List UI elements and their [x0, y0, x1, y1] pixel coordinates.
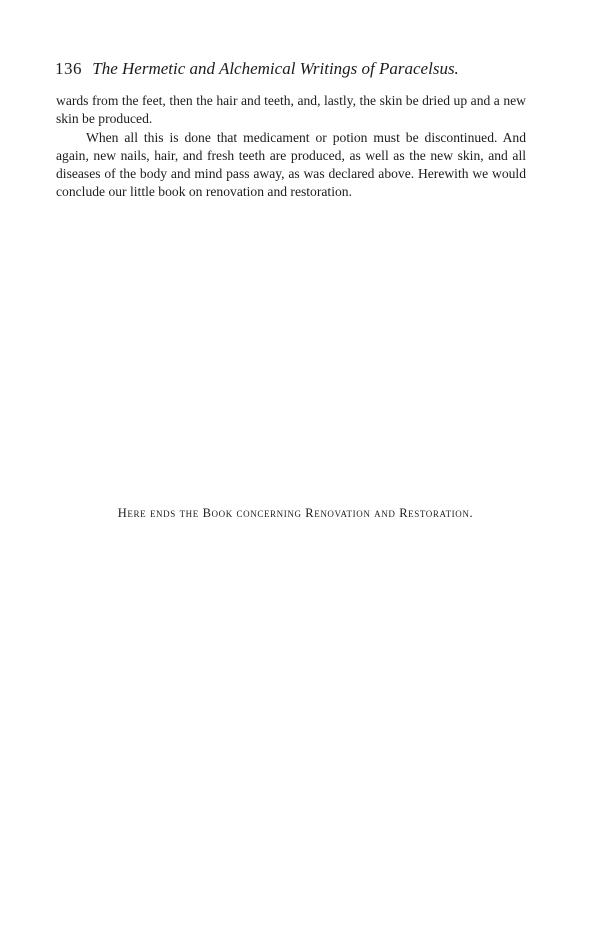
colophon: Here ends the Book concerning Renovation and Restoration.: [117, 506, 474, 520]
running-title: The Hermetic and Alchemical Writings of Paracelsus.: [92, 59, 459, 78]
running-head: [55, 59, 515, 79]
paragraph-conclusion: When all this is done that medicament or potion must be discontinued. And again, new nails, hair, and fresh teeth are produced, as well as the new skin, and all diseases of the body and mind pass away, as was declared above. Herewith we would conclude our little book on renovation and restoration.: [56, 129, 526, 200]
paragraph-continuation: wards from the feet, then the hair and teeth, and, lastly, the skin be dried up and a new skin be produced.: [56, 93, 526, 127]
page-number: 136: [55, 59, 82, 78]
body-text: [56, 92, 526, 202]
